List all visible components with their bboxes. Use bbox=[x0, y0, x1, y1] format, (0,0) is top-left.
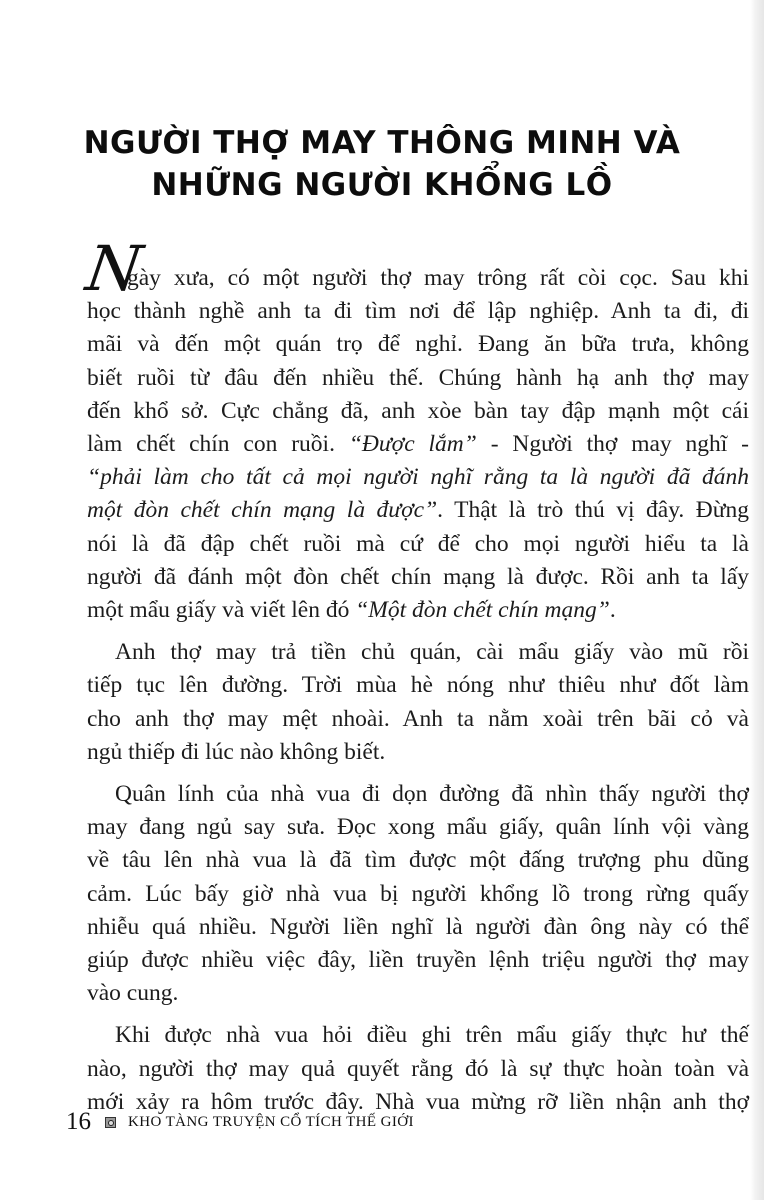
text-line: học thành nghề anh ta đi tìm nơi để lập nghiệp. Anh ta đi, đi bbox=[87, 298, 749, 325]
text-line: tiếp tục lên đường. Trời mùa hè nóng như thiêu như đốt làm bbox=[87, 672, 749, 699]
page-number: 16 bbox=[66, 1108, 91, 1135]
text-line: ngủ thiếp đi lúc nào không biết. bbox=[87, 738, 386, 765]
text-line: về tâu lên nhà vua là đã tìm được một đấng trượng phu dũng bbox=[87, 847, 749, 874]
text-line bbox=[87, 594, 749, 627]
text-line: nào, người thợ may quả quyết rằng đó là sự thực hoàn toàn và bbox=[87, 1055, 749, 1082]
text-line bbox=[87, 428, 749, 461]
text-line: đến khổ sở. Cực chẳng đã, anh xòe bàn tay đập mạnh một cái bbox=[87, 397, 749, 424]
paragraph-4 bbox=[87, 1019, 749, 1119]
story-body bbox=[81, 232, 750, 1128]
page-footer bbox=[66, 1108, 414, 1136]
text-span: . Thật là trò thú vị đây. Đừng bbox=[437, 497, 749, 524]
text-line: Anh thợ may trả tiền chủ quán, cài mẩu giấy vào mũ rồi bbox=[115, 639, 749, 666]
text-line: mới xảy ra hôm trước đây. Nhà vua mừng rỡ liền nhận anh thợ bbox=[87, 1088, 749, 1115]
story-title-line-1: NGƯỜI THỢ MAY THÔNG MINH VÀ bbox=[83, 125, 681, 161]
book-title: KHO TÀNG TRUYỆN CỔ TÍCH THẾ GIỚI bbox=[128, 1113, 414, 1130]
italic-quote: “Được lắm” bbox=[348, 431, 477, 458]
text-line: giúp được nhiều việc đây, liền truyền lệnh triệu người thợ may bbox=[87, 947, 749, 974]
paragraph-3 bbox=[87, 778, 749, 1010]
text-span: làm chết chín con ruồi. bbox=[87, 431, 349, 458]
text-line: người đã đánh một đòn chết chín mạng là được. Rồi anh ta lấy bbox=[87, 563, 749, 590]
text-line: vào cung. bbox=[87, 980, 179, 1007]
italic-quote: “phải làm cho tất cả mọi người nghĩ rằng ta là người đã đánh bbox=[87, 464, 749, 491]
text-line: nhiễu quá nhiều. Người liền nghĩ là người đàn ông này có thể bbox=[87, 913, 749, 940]
text-line: cho anh thợ may mệt nhoài. Anh ta nằm xoài trên bãi cỏ và bbox=[87, 705, 749, 732]
text-span: . bbox=[609, 597, 616, 624]
story-title bbox=[0, 122, 764, 206]
italic-quote: một đòn chết chín mạng là được” bbox=[87, 497, 438, 524]
text-line: Quân lính của nhà vua đi dọn đường đã nhìn thấy người thợ bbox=[115, 781, 749, 808]
text-span: gày xưa, có một người thợ may trông rất còi cọc. Sau khi bbox=[127, 265, 749, 291]
text-line: Khi được nhà vua hỏi điều ghi trên mẩu giấy thực hư thế bbox=[115, 1022, 749, 1049]
ornament-icon bbox=[105, 1117, 116, 1128]
story-title-line-2: NHỮNG NGƯỜI KHỔNG LỒ bbox=[151, 167, 613, 203]
text-line bbox=[81, 232, 749, 305]
text-line bbox=[87, 494, 749, 527]
text-line: may đang ngủ say sưa. Đọc xong mẩu giấy, quân lính vội vàng bbox=[87, 814, 749, 841]
paragraph-1 bbox=[81, 232, 750, 627]
text-line: nói là đã đập chết ruồi mà cứ để cho mọi người hiểu ta là bbox=[87, 530, 749, 557]
text-line: mãi và đến một quán trọ để nghỉ. Đang ăn bữa trưa, không bbox=[87, 331, 749, 358]
paragraph-2 bbox=[87, 636, 749, 769]
drop-cap: N bbox=[81, 232, 147, 305]
text-span: một mẩu giấy và viết lên đó bbox=[87, 597, 356, 624]
text-line: biết ruồi từ đâu đến nhiều thế. Chúng hành hạ anh thợ may bbox=[87, 364, 749, 391]
text-line bbox=[87, 461, 749, 494]
italic-quote: “Một đòn chết chín mạng” bbox=[355, 597, 610, 624]
text-span: - Người thợ may nghĩ - bbox=[476, 431, 750, 458]
text-line: cảm. Lúc bấy giờ nhà vua bị người khổng lồ trong rừng quấy bbox=[87, 880, 749, 907]
